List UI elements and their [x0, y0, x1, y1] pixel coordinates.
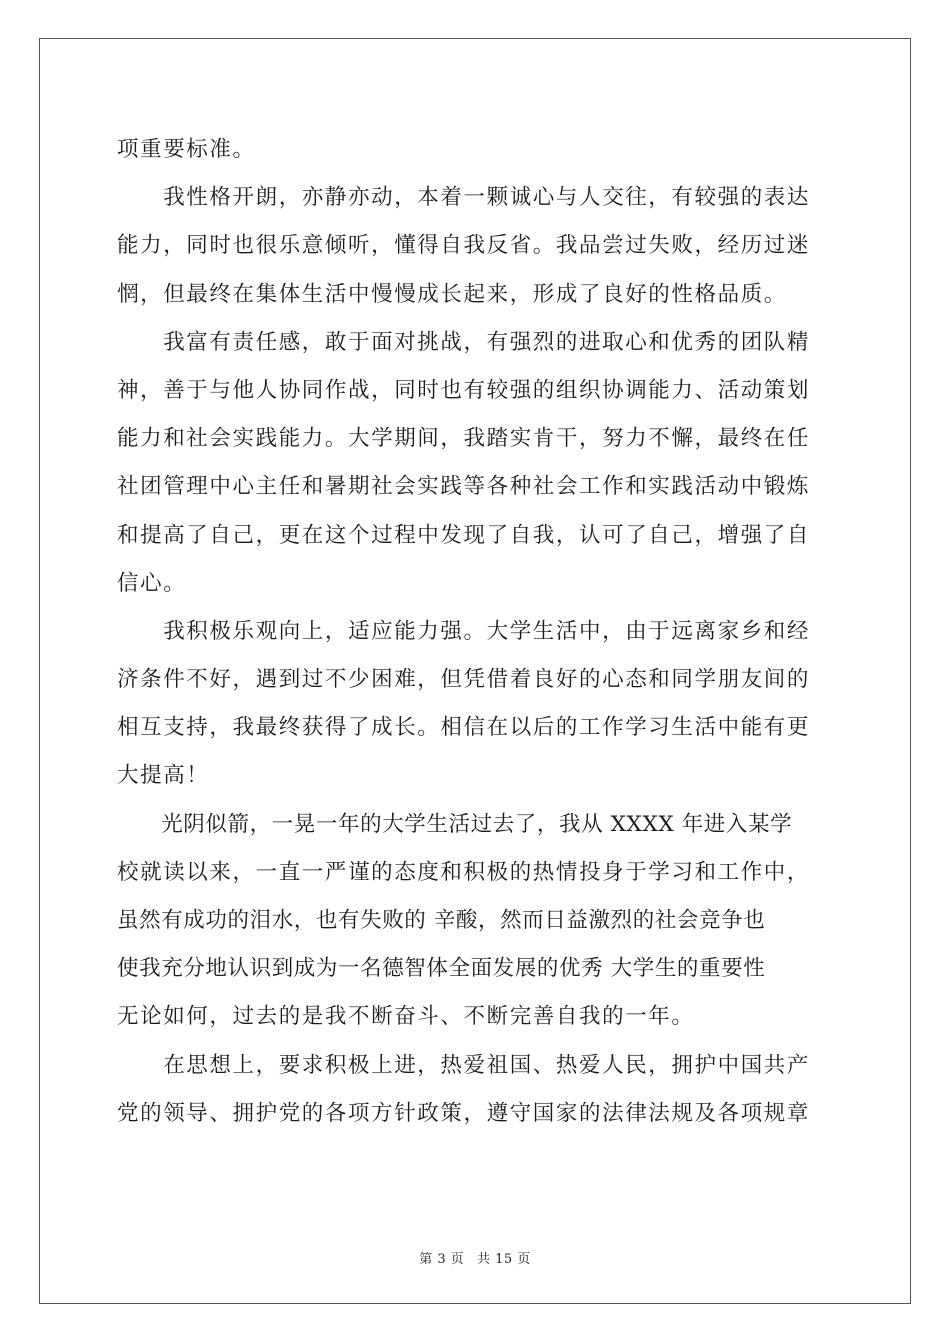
text-line: 虽然有成功的泪水，也有失败的 辛酸，然而日益激烈的社会竞争也 [117, 908, 766, 933]
text-line: 和提高了自己，更在这个过程中发现了自我，认可了自己，增强了自 [117, 522, 811, 548]
text-line: 神，善于与他人协同作战，同时也有较强的组织协调能力、活动策划 [117, 377, 811, 403]
text-line: 能力和社会实践能力。大学期间，我踏实肯干，努力不懈，最终在任 [117, 426, 811, 452]
text-line: 党的领导、拥护党的各项方针政策，遵守国家的法律法规及各项规章 [117, 1100, 811, 1126]
document-body [117, 126, 833, 1138]
text-line: 济条件不好，遇到过不少困难，但凭借着良好的心态和同学朋友间的 [117, 667, 811, 693]
text-line: 我积极乐观向上，适应能力强。大学生活中，由于远离家乡和经 [117, 618, 811, 644]
text-line: 无论如何，过去的是我不断奋斗、不断完善自我的一年。 [117, 1004, 695, 1030]
page-number: 第 3 页 [419, 1252, 465, 1267]
text-line: 惘，但最终在集体生活中慢慢成长起来，形成了良好的性格品质。 [117, 281, 787, 307]
text-line: 在思想上，要求积极上进，热爱祖国、热爱人民，拥护中国共产 [117, 1052, 811, 1078]
text-line: 光阴似箭，一晃一年的大学生活过去了，我从 XXXX 年进入某学 [117, 811, 793, 837]
text-line: 社团管理中心主任和暑期社会实践等各种社会工作和实践活动中锻炼 [117, 474, 811, 500]
text-line: 信心。 [117, 570, 187, 596]
text-line: 我性格开朗，亦静亦动，本着一颗诚心与人交往，有较强的表达 [117, 185, 811, 211]
text-line: 相互支持，我最终获得了成长。相信在以后的工作学习生活中能有更 [117, 715, 811, 741]
text-line: 能力，同时也很乐意倾听，懂得自我反省。我品尝过失败，经历过迷 [117, 233, 811, 259]
text-line: 我富有责任感，敢于面对挑战，有强烈的进取心和优秀的团队精 [117, 329, 811, 355]
text-line: 大提高！ [117, 763, 210, 789]
text-line: 校就读以来，一直一严谨的态度和积极的热情投身于学习和工作中， [117, 859, 811, 885]
page-total: 共 15 页 [476, 1252, 531, 1267]
text-line: 项重要标准。 [117, 137, 256, 162]
page-footer [0, 1248, 950, 1267]
text-line: 使我充分地认识到成为一名德智体全面发展的优秀 大学生的重要性 [117, 956, 766, 982]
